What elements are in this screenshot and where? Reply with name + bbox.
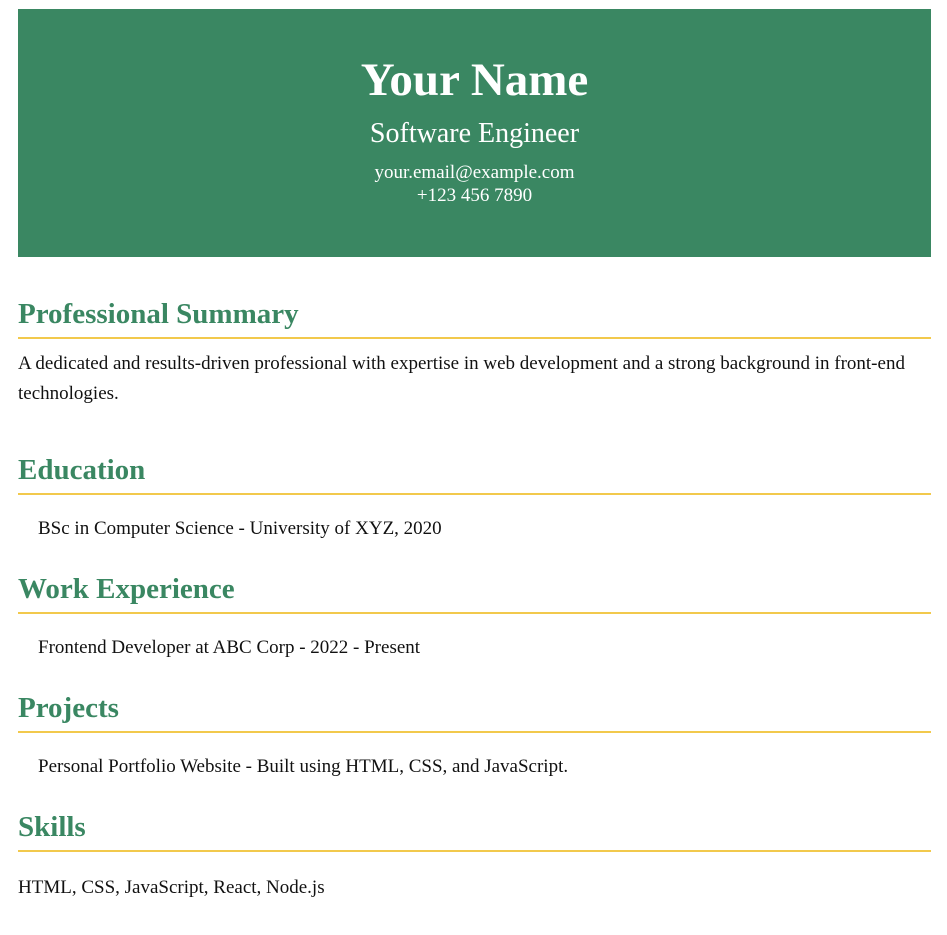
projects-list: [18, 755, 931, 779]
email-address: your.email@example.com: [374, 162, 575, 183]
professional-summary-heading: Professional Summary: [18, 296, 931, 339]
professional-summary-text: A dedicated and results-driven professional with expertise in web development and a strong background in front-end technologies.: [18, 353, 905, 404]
work-experience-list: [18, 636, 931, 660]
skills-heading: Skills: [18, 809, 931, 852]
work-experience-item: Frontend Developer at ABC Corp - 2022 - Present: [38, 637, 421, 658]
projects-heading: Projects: [18, 690, 931, 733]
resume-header: [18, 9, 931, 257]
work-experience-heading: Work Experience: [18, 571, 931, 614]
professional-summary-section: [18, 296, 931, 409]
phone-number: +123 456 7890: [416, 185, 533, 206]
job-title: Software Engineer: [369, 118, 580, 149]
education-section: [18, 452, 931, 541]
projects-section: [18, 690, 931, 779]
resume-page: [18, 9, 931, 898]
skills-section: [18, 809, 931, 900]
project-item: Personal Portfolio Website - Built using HTML, CSS, and JavaScript.: [38, 756, 569, 777]
work-experience-section: [18, 571, 931, 660]
skills-text: HTML, CSS, JavaScript, React, Node.js: [18, 877, 325, 898]
person-name: Your Name: [360, 54, 589, 106]
education-list: [18, 517, 931, 541]
education-item: BSc in Computer Science - University of XYZ, 2020: [38, 518, 442, 539]
education-heading: Education: [18, 452, 931, 495]
contact-info: [18, 161, 931, 207]
